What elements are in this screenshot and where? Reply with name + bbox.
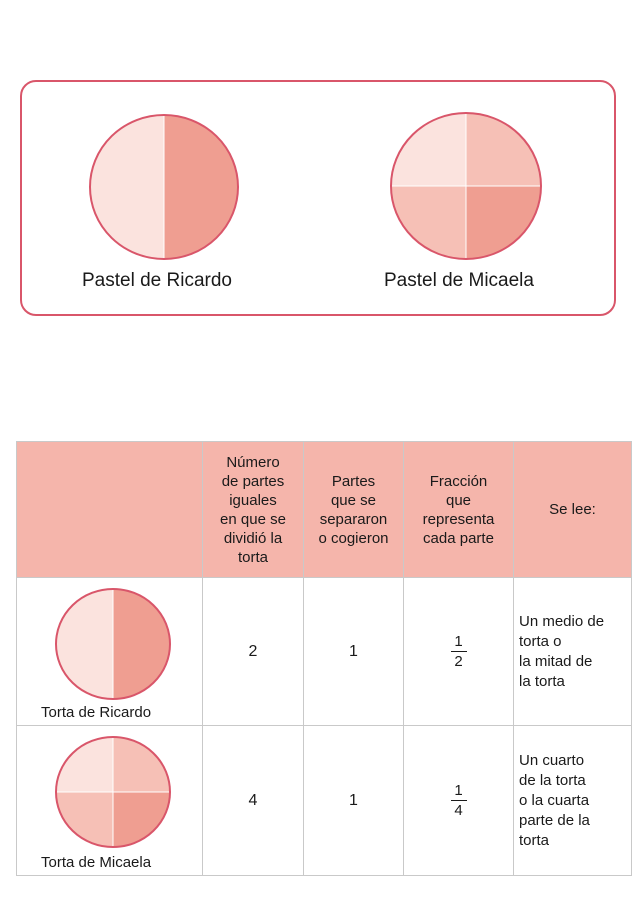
ricardo-fraction-numerator: 1: [454, 633, 463, 650]
ricardo-image-cell: [17, 578, 203, 726]
header-equal-parts-line: dividió la: [223, 529, 283, 547]
fractions-table: [16, 441, 632, 876]
header-parts-taken-line: separaron: [319, 510, 388, 528]
ricardo-parts-taken: 1: [304, 578, 404, 726]
micaela-fraction-denominator: 4: [454, 802, 463, 819]
table-row-micaela: [17, 726, 632, 876]
header-fraction-line: que: [445, 491, 472, 509]
table-row-ricardo: [17, 578, 632, 726]
ricardo-fraction: [451, 633, 467, 670]
micaela-row-label: Torta de Micaela: [41, 854, 152, 871]
header-parts-taken: [304, 442, 404, 578]
header-equal-parts-line: de partes: [221, 472, 285, 490]
micaela-reads-line: de la torta: [519, 771, 586, 789]
header-fraction-line: cada parte: [423, 529, 494, 547]
header-parts-taken-line: que se: [330, 491, 377, 509]
header-reads-label: Se lee:: [549, 501, 596, 518]
fraction-bar: [451, 800, 467, 801]
pies-panel: [20, 80, 616, 316]
ricardo-small-pie-halves: [55, 588, 171, 700]
micaela-parts-taken: 1: [304, 726, 404, 876]
micaela-equal-parts: 4: [203, 726, 304, 876]
micaela-small-pie-quarters: [55, 736, 171, 848]
fraction-bar: [451, 651, 467, 652]
ricardo-row-label: Torta de Ricardo: [41, 704, 152, 721]
ricardo-reads-line: la mitad de: [519, 652, 593, 670]
micaela-reads-line: o la cuarta: [519, 791, 590, 809]
micaela-reads-line: parte de la: [519, 811, 590, 829]
header-parts-taken-line: Partes: [331, 472, 376, 490]
header-blank: [17, 442, 203, 578]
micaela-pie-quarters: [390, 112, 542, 260]
ricardo-fraction-cell: [404, 578, 514, 726]
header-fraction-line: representa: [422, 510, 495, 528]
header-equal-parts-line: en que se: [220, 510, 286, 528]
ricardo-pie-label: Pastel de Ricardo: [82, 270, 232, 291]
header-row: [17, 442, 632, 578]
micaela-fraction-numerator: 1: [454, 782, 463, 799]
ricardo-reads-cell: [514, 578, 632, 726]
micaela-reads-cell: [514, 726, 632, 876]
header-fraction-line: Fracción: [429, 472, 488, 490]
micaela-fraction-cell: [404, 726, 514, 876]
micaela-image-cell: [17, 726, 203, 876]
header-reads: [514, 442, 632, 578]
ricardo-reads-line: Un medio de: [519, 612, 605, 630]
header-parts-taken-line: o cogieron: [318, 529, 389, 547]
header-equal-parts-line: torta: [237, 548, 268, 566]
header-equal-parts-line: iguales: [229, 491, 277, 509]
ricardo-fraction-denominator: 2: [454, 653, 463, 670]
micaela-reads-line: Un cuarto: [519, 751, 585, 769]
micaela-fraction: [451, 782, 467, 819]
ricardo-equal-parts: 2: [203, 578, 304, 726]
micaela-pie-label: Pastel de Micaela: [384, 270, 534, 291]
header-equal-parts-line: Número: [226, 453, 280, 471]
header-equal-parts: [203, 442, 304, 578]
ricardo-pie-halves: [89, 114, 239, 260]
header-fraction: [404, 442, 514, 578]
ricardo-reads-line: la torta: [519, 672, 565, 690]
micaela-reads-line: torta: [519, 831, 550, 849]
ricardo-reads-line: torta o: [519, 632, 562, 650]
